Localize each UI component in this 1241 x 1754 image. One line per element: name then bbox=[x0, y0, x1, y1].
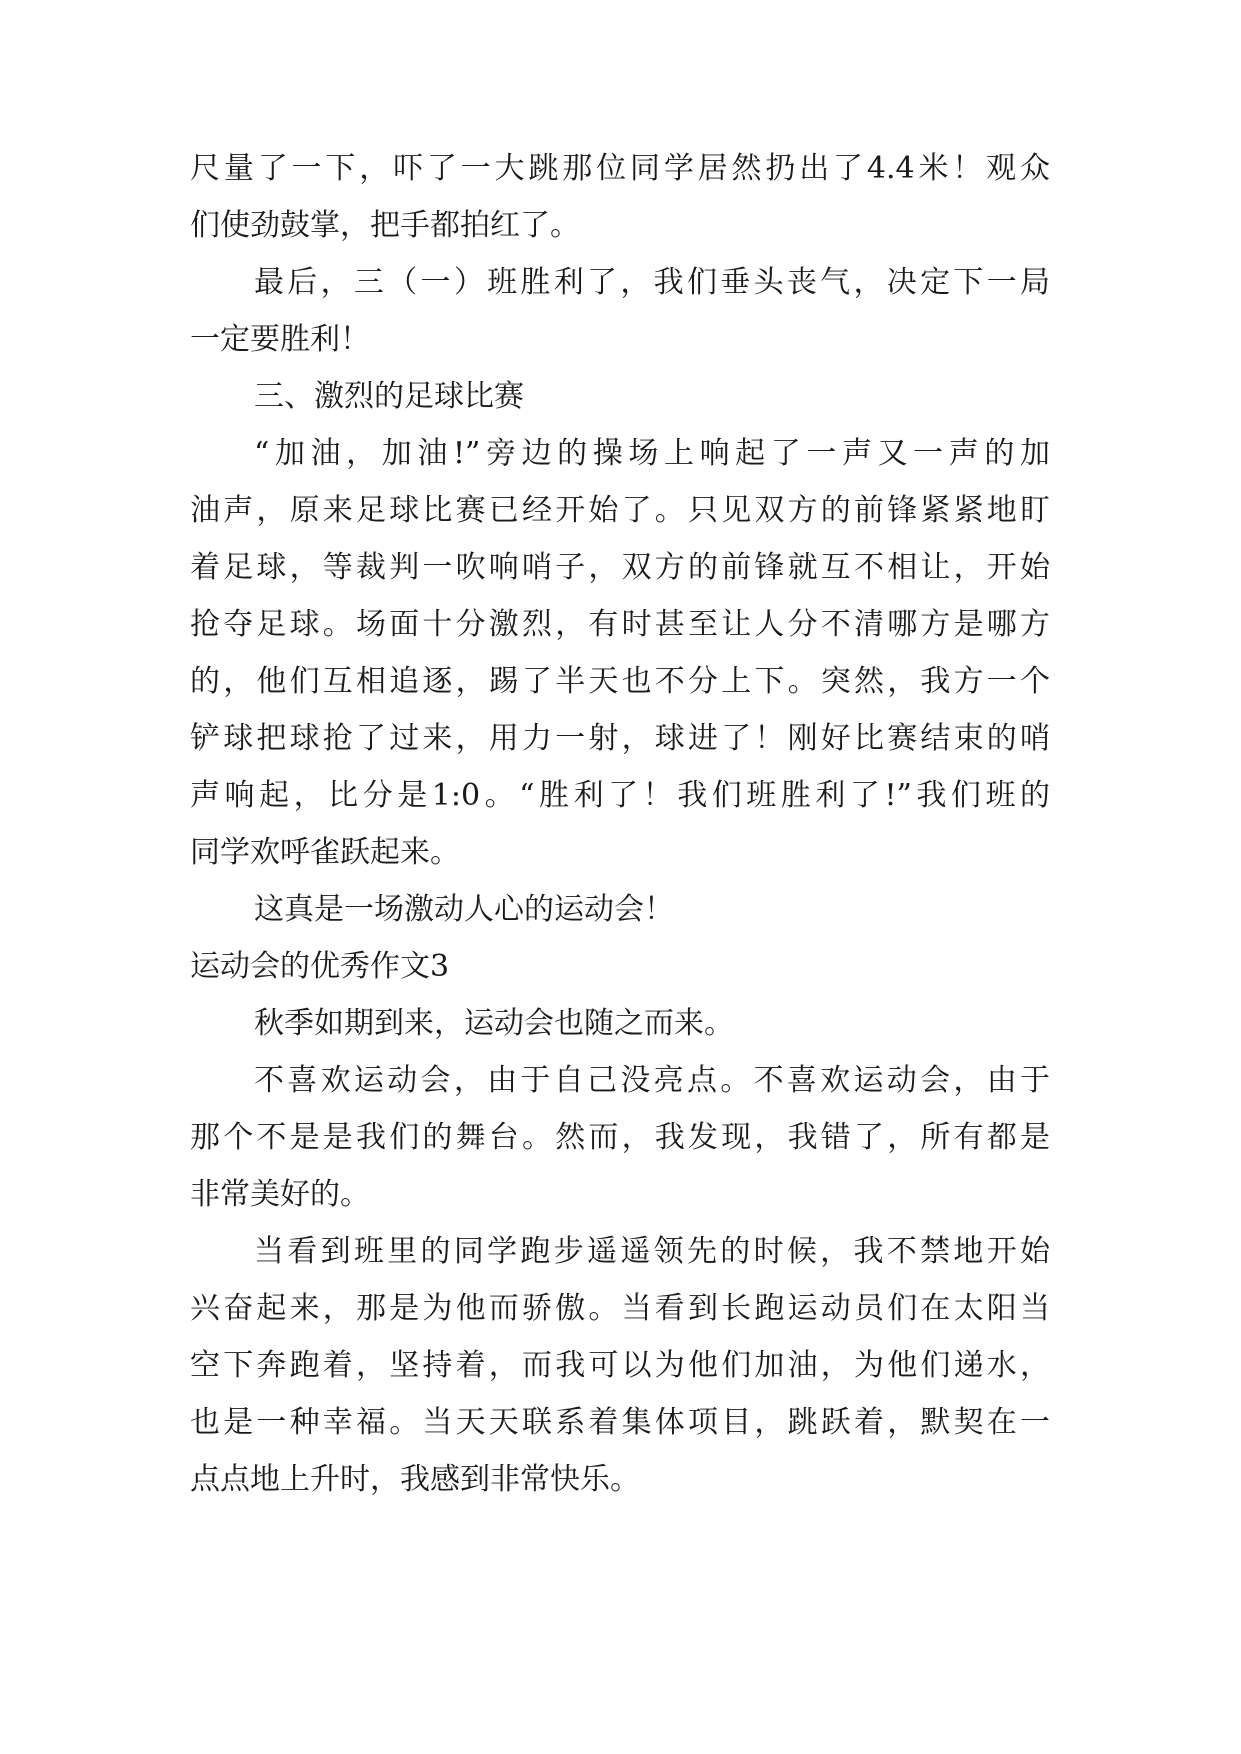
text-line: 油声，原来足球比赛已经开始了。只见双方的前锋紧紧地盯 bbox=[190, 493, 1050, 528]
text-line: “加油，加油!”旁边的操场上响起了一声又一声的加 bbox=[254, 436, 1050, 471]
text-line: 们使劲鼓掌，把手都拍红了。 bbox=[190, 208, 580, 243]
text-line: 最后，三（一）班胜利了，我们垂头丧气，决定下一局 bbox=[254, 265, 1050, 300]
text-line: 一定要胜利！ bbox=[190, 322, 370, 357]
text-line: 这真是一场激动人心的运动会！ bbox=[254, 892, 674, 927]
text-line: 兴奋起来，那是为他而骄傲。当看到长跑运动员们在太阳当 bbox=[190, 1291, 1050, 1326]
text-line: 铲球把球抢了过来，用力一射，球进了！刚好比赛结束的哨 bbox=[190, 721, 1050, 756]
text-line: 不喜欢运动会，由于自己没亮点。不喜欢运动会，由于 bbox=[254, 1063, 1050, 1098]
text-line: 那个不是是我们的舞台。然而，我发现，我错了，所有都是 bbox=[190, 1120, 1050, 1155]
essay-title: 运动会的优秀作文3 bbox=[190, 949, 450, 984]
text-line: 也是一种幸福。当天天联系着集体项目，跳跃着，默契在一 bbox=[190, 1405, 1050, 1440]
text-line: 着足球，等裁判一吹响哨子，双方的前锋就互不相让，开始 bbox=[190, 550, 1050, 585]
text-line: 尺量了一下，吓了一大跳那位同学居然扔出了4.4米！观众 bbox=[190, 151, 1050, 186]
text-line: 同学欢呼雀跃起来。 bbox=[190, 835, 460, 870]
text-line: 点点地上升时，我感到非常快乐。 bbox=[190, 1462, 640, 1497]
text-line: 秋季如期到来，运动会也随之而来。 bbox=[254, 1006, 734, 1041]
text-line: 抢夺足球。场面十分激烈，有时甚至让人分不清哪方是哪方 bbox=[190, 607, 1050, 642]
text-line: 空下奔跑着，坚持着，而我可以为他们加油，为他们递水， bbox=[190, 1348, 1050, 1383]
text-line: 当看到班里的同学跑步遥遥领先的时候，我不禁地开始 bbox=[254, 1234, 1050, 1269]
text-line: 非常美好的。 bbox=[190, 1177, 370, 1212]
section-heading: 三、激烈的足球比赛 bbox=[254, 379, 524, 414]
text-line: 的，他们互相追逐，踢了半天也不分上下。突然，我方一个 bbox=[190, 664, 1050, 699]
text-line: 声响起，比分是1:0。“胜利了！我们班胜利了!”我们班的 bbox=[190, 778, 1050, 813]
